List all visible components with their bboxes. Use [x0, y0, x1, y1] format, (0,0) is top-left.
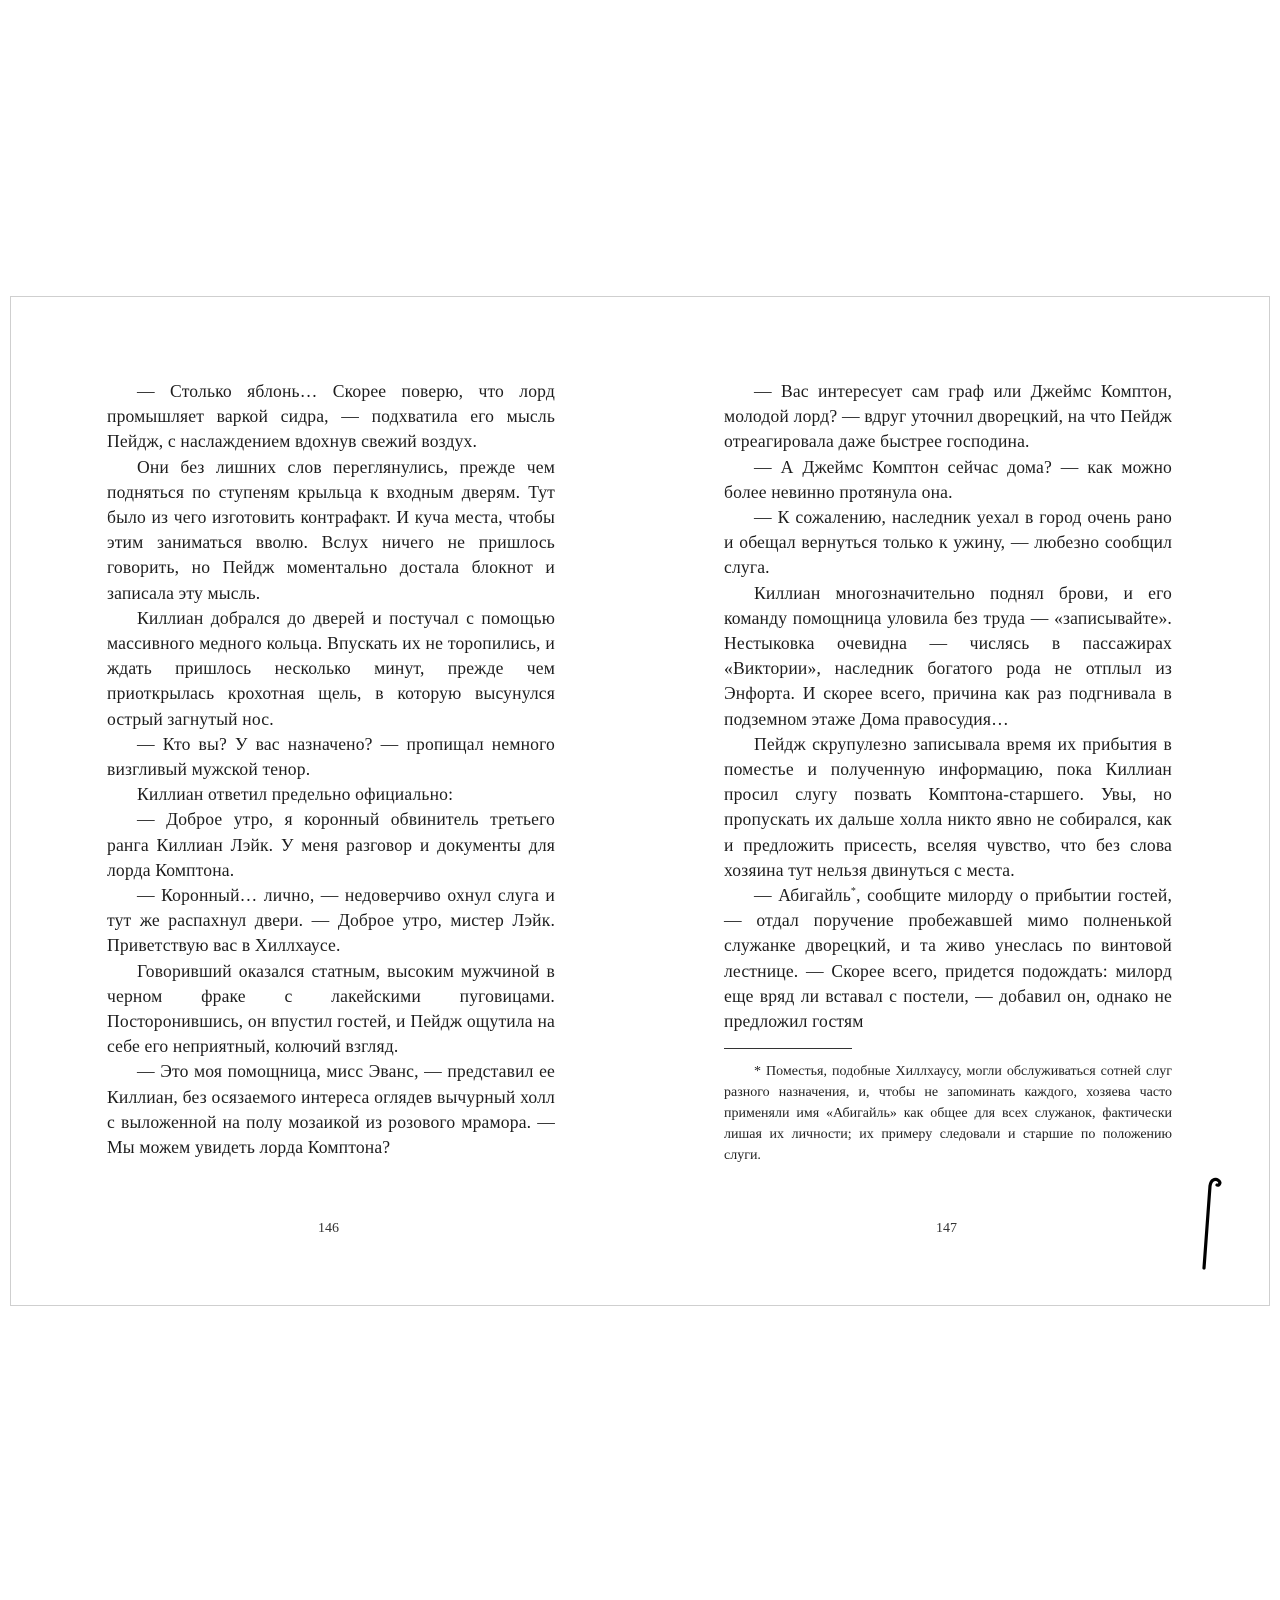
- footnote: [724, 1061, 1172, 1166]
- paragraph: — Кто вы? У вас назначено? — пропищал немного визгливый мужской тенор.: [107, 733, 555, 780]
- footnote-divider: [724, 1048, 852, 1049]
- paragraph-with-footnote-mark: [724, 883, 1172, 1034]
- paragraph: — Столько яблонь… Скорее поверю, что лорд промышляет варкой сидра, — подхватила его мысль Пейдж, с наслаждением вдохнув свежий воздух.: [107, 381, 555, 452]
- paragraph: — Это моя помощница, мисс Эванс, — представил ее Киллиан, без осязаемого интереса оглядев вычурный холл с выложенной на полу мозаикой из розового мрамора. — Мы можем увидеть лорда Комптона?: [107, 1061, 555, 1158]
- right-page: [724, 379, 1172, 1166]
- footnote-text: * Поместья, подобные Хиллхаусу, могли обслуживаться сотней слуг разного назначения, и, чтобы не запоминать каждого, хозяева часто применяли имя «Абигайль» как общее для всех служанок, фактически лишая их личности; их примеру следовали и старшие по положению слуги.: [724, 1064, 1172, 1164]
- left-page-text: [107, 379, 555, 1160]
- page-number-left: 146: [318, 1221, 339, 1236]
- paragraph: Киллиан многозначительно поднял брови, и его команду помощница уловила без труда — «записывайте». Нестыковка очевидна — числясь в пассажирах «Виктории», наследник богатого рода не отплыл из Энфорта. И скорее всего, причина как раз подгнивала в подземном этаже Дома правосудия…: [724, 582, 1172, 729]
- paragraph: Они без лишних слов переглянулись, прежде чем подняться по ступеням крыльца к входным дверям. Тут было из чего изготовить контрафакт. И куча места, чтобы этим заниматься вволю. Вслух ничего не пришлось говорить, но Пейдж моментально достала блокнот и записала эту мысль.: [107, 456, 555, 603]
- paragraph: — Вас интересует сам граф или Джеймс Комптон, молодой лорд? — вдруг уточнил дворецкий, на что Пейдж отреагировала даже быстрее господина.: [724, 381, 1172, 452]
- paragraph: Говоривший оказался статным, высоким мужчиной в черном фраке с лакейскими пуговицами. Посторонившись, он впустил гостей, и Пейдж ощутила на себе его неприятный, колючий взгляд.: [107, 960, 555, 1057]
- paragraph-rest: , сообщите милорду о прибытии гостей, — отдал поручение пробежавшей мимо полненькой служанке дворецкий, и та живо унеслась по винтовой лестнице. — Скорее всего, придется подождать: милорд еще вряд ли вставал с постели, — добавил он, однако не предложил гостям: [724, 885, 1173, 1032]
- pen-stroke-mark: [1196, 1174, 1226, 1274]
- left-page: [107, 379, 555, 1160]
- paragraph: — К сожалению, наследник уехал в город очень рано и обещал вернуться только к ужину, — любезно сообщил слуга.: [724, 507, 1172, 578]
- footnote-mark: *: [850, 886, 857, 898]
- paragraph-start: — Абигайль: [754, 885, 851, 906]
- page-number-right: 147: [936, 1221, 957, 1236]
- book-spread: [10, 296, 1270, 1306]
- paragraph: Киллиан добрался до дверей и постучал с помощью массивного медного кольца. Впускать их не торопились, и ждать пришлось несколько минут, прежде чем приоткрылась крохотная щель, в которую высунулся острый загнутый нос.: [107, 607, 555, 729]
- paragraph: — А Джеймс Комптон сейчас дома? — как можно более невинно протянула она.: [724, 456, 1172, 502]
- paragraph: — Коронный… лично, — недоверчиво охнул слуга и тут же распахнул двери. — Доброе утро, мистер Лэйк. Приветствую вас в Хиллхаусе.: [107, 885, 555, 956]
- paragraph: Киллиан ответил предельно официально:: [137, 784, 454, 805]
- paragraph: — Доброе утро, я коронный обвинитель третьего ранга Киллиан Лэйк. У меня разговор и документы для лорда Комптона.: [107, 809, 555, 880]
- right-page-text: [724, 379, 1172, 1034]
- paragraph: Пейдж скрупулезно записывала время их прибытия в поместье и полученную информацию, пока Киллиан просил слугу позвать Комптона-старшего. Увы, но пропускать их дальше холла никто явно не собирался, как и предложить присесть, вселяя чувство, что без слова хозяина тут нельзя двинуться с места.: [724, 733, 1172, 880]
